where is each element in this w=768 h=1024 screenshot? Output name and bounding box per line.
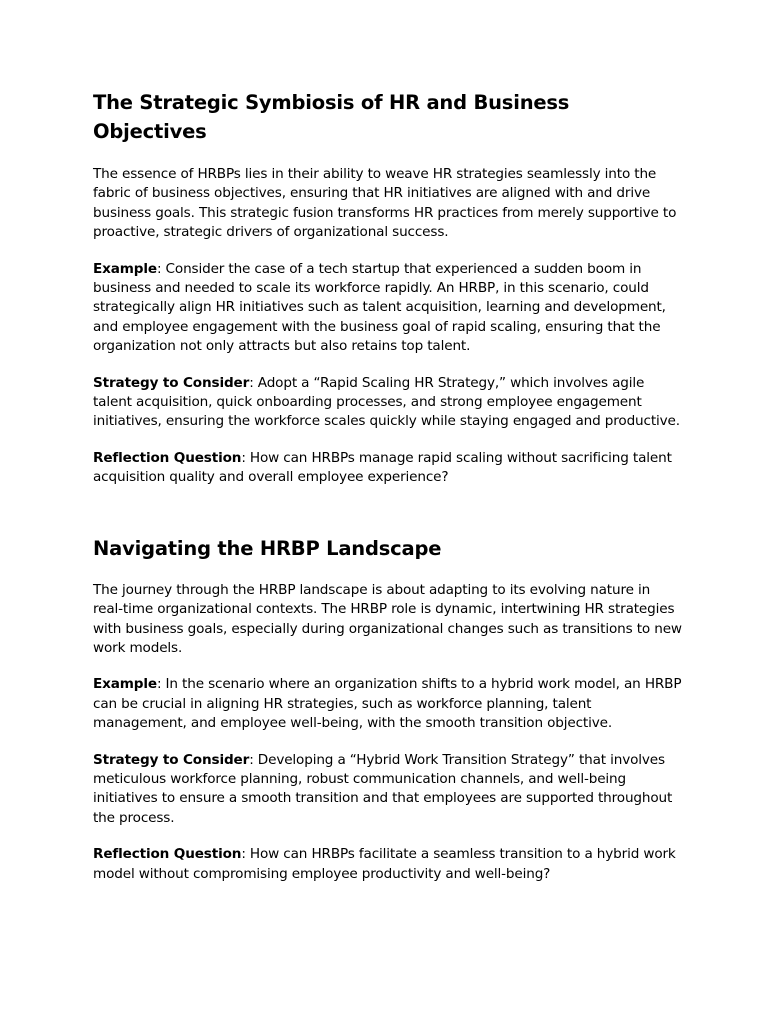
reflection-paragraph xyxy=(93,845,683,884)
strategy-label: Strategy to Consider xyxy=(93,374,250,391)
example-label: Example xyxy=(93,260,157,277)
reflection-text: : How can HRBPs manage rapid scaling without sacrificing talent acquisition quality and overall employee experience? xyxy=(93,449,672,486)
section-strategic-symbiosis xyxy=(93,88,683,488)
example-paragraph xyxy=(93,675,683,733)
intro-paragraph: The journey through the HRBP landscape is about adapting to its evolving nature in real-time organizational contexts. The HRBP role is dynamic, intertwining HR strategies with business goals, especially during organizational changes such as transitions to new work models. xyxy=(93,581,682,656)
document-page xyxy=(93,88,683,884)
reflection-label: Reflection Question xyxy=(93,846,242,863)
example-label: Example xyxy=(93,676,157,693)
example-text: : Consider the case of a tech startup that experienced a sudden boom in business and needed to scale its workforce rapidly. An HRBP, in this scenario, could strategically align HR initiatives such as talent acquisition, learning and development, and employee engagement with the business goal of rapid scaling, ensuring that the organization not only attracts but also retains top talent. xyxy=(93,260,666,355)
example-paragraph xyxy=(93,260,683,357)
strategy-text: : Developing a “Hybrid Work Transition Strategy” that involves meticulous workforce planning, robust communication channels, and well-being initiatives to ensure a smooth transition and that employees are supported throughout the process. xyxy=(93,751,673,826)
example-text: : In the scenario where an organization shifts to a hybrid work model, an HRBP can be crucial in aligning HR strategies, such as workforce planning, talent management, and employee well-being, with the smooth transition objective. xyxy=(93,676,682,732)
reflection-label: Reflection Question xyxy=(93,449,242,466)
section-heading: The Strategic Symbiosis of HR and Business Objectives xyxy=(93,91,570,143)
section-heading: Navigating the HRBP Landscape xyxy=(93,536,442,560)
reflection-text: : How can HRBPs facilitate a seamless transition to a hybrid work model without compromising employee productivity and well-being? xyxy=(93,846,676,882)
reflection-paragraph xyxy=(93,449,683,488)
strategy-paragraph xyxy=(93,751,683,829)
strategy-label: Strategy to Consider xyxy=(93,751,250,768)
intro-paragraph: The essence of HRBPs lies in their ability to weave HR strategies seamlessly into the fabric of business objectives, ensuring that HR initiatives are aligned with and drive business goals. This strategic fusion transforms HR practices from merely supportive to proactive, strategic drivers of organizational success. xyxy=(93,166,677,241)
strategy-text: : Adopt a “Rapid Scaling HR Strategy,” which involves agile talent acquisition, quick onboarding processes, and strong employee engagement initiatives, ensuring the workforce scales quickly while staying engaged and productive. xyxy=(93,374,680,430)
section-hrbp-landscape xyxy=(93,534,683,884)
strategy-paragraph xyxy=(93,374,683,432)
